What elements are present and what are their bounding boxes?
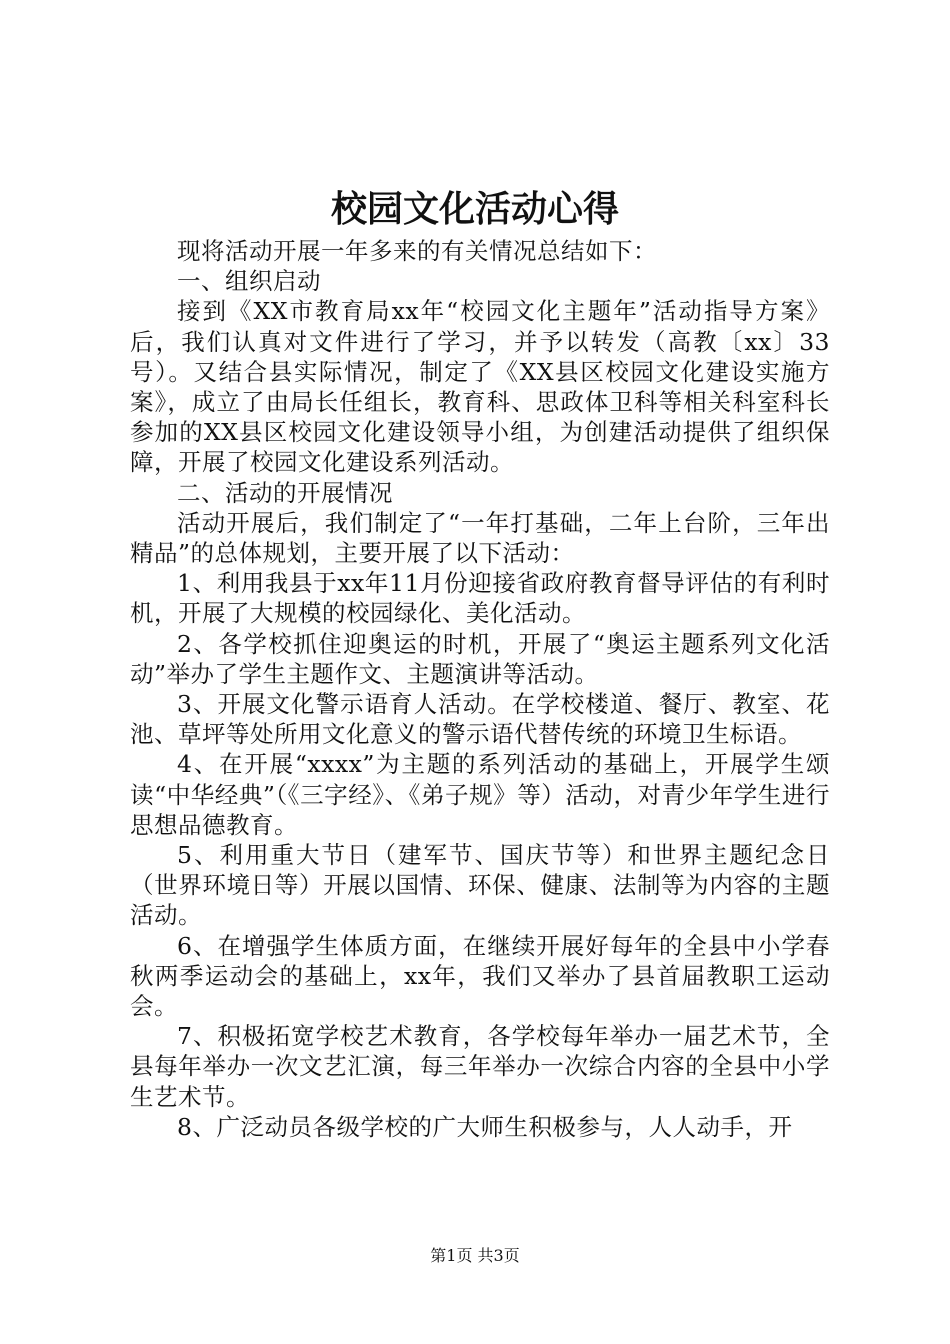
list-item-4: 4、在开展“xxxx”为主题的系列活动的基础上，开展学生颂读“中华经典”（《三字经》、《弟子规》等）活动，对青少年学生进行思想品德教育。 xyxy=(130,750,830,839)
section-heading-activities: 二、活动的开展情况 xyxy=(177,478,393,507)
list-item-6: 6、在增强学生体质方面，在继续开展好每年的全县中小学春秋两季运动会的基础上，xx年，我们又举办了县首届教职工运动会。 xyxy=(130,931,830,1021)
list-item-1: 1、利用我县于xx年11月份迎接省政府教育督导评估的有利时机，开展了大规模的校园绿化、美化活动。 xyxy=(130,569,830,628)
list-item-7: 7、积极拓宽学校艺术教育，各学校每年举办一届艺术节，全县每年举办一次文艺汇演，每三年举办一次综合内容的全县中小学生艺术节。 xyxy=(130,1022,830,1111)
document-title: 校园文化活动心得 xyxy=(330,188,619,230)
paragraph-plan: 活动开展后，我们制定了“一年打基础，二年上台阶，三年出精品”的总体规划，主要开展了以下活动： xyxy=(130,508,830,568)
document-body xyxy=(130,236,830,1142)
list-item-3: 3、开展文化警示语育人活动。在学校楼道、餐厅、教室、花池、草坪等处所用文化意义的警示语代替传统的环境卫生标语。 xyxy=(130,690,830,749)
section-heading-organization: 一、组织启动 xyxy=(177,267,321,296)
list-item-2: 2、各学校抓住迎奥运的时机，开展了“奥运主题系列文化活动”举办了学生主题作文、主题演讲等活动。 xyxy=(130,629,830,688)
list-item-8: 8、广泛动员各级学校的广大师生积极参与，人人动手，开 xyxy=(177,1112,793,1141)
page-footer: 第1页 共3页 xyxy=(430,1246,520,1265)
paragraph-intro: 现将活动开展一年多来的有关情况总结如下： xyxy=(177,237,657,265)
paragraph-organization: 接到《XX市教育局xx年“校园文化主题年”活动指导方案》后，我们认真对文件进行了学习，并予以转发（高教〔xx〕33号）。又结合县实际情况，制定了《XX县区校园文化建设实施方案》，成立了由局长任组长，教育科、思政体卫科等相关科室科长参加的XX县区校园文化建设领导小组，为创建活动提供了组织保障，开展了校园文化建设系列活动。 xyxy=(130,297,830,477)
list-item-5: 5、利用重大节日（建军节、国庆节等）和世界主题纪念日（世界环境日等）开展以国情、环保、健康、法制等为内容的主题活动。 xyxy=(130,841,830,930)
